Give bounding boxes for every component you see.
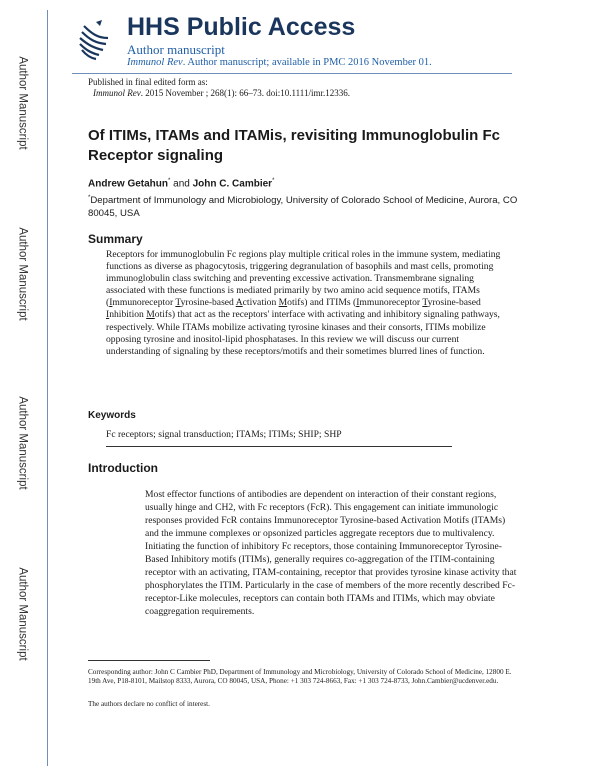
acronym-letter: T xyxy=(175,297,181,309)
author-line xyxy=(88,178,274,189)
author-and: and xyxy=(173,178,190,190)
side-tab-author-manuscript-2 xyxy=(0,214,46,334)
summary-text: otifs xyxy=(287,297,305,309)
affiliation xyxy=(88,192,518,220)
margin-rule xyxy=(47,10,48,766)
side-tab-author-manuscript-3 xyxy=(0,383,46,503)
introduction-paragraph: Most effector functions of antibodies are dependent on interaction of their constant regions, usually hinge and CH2, with Fc receptors (FcR). This engagement can initiate immunologic responses provided FcR contains Immunoreceptor Tyrosine-based Activation Motifs (ITAMs) and the immune complexes or opsonized particles aggregate receptors due to multivalency. Initiating the function of inhibitory Fc receptors, those containing Immunoreceptor Tyrosine-Based Inhibitory motifs (ITIMs), generally requires co-aggregation of the ITIM-containing receptor with an activating, ITAM-containing, receptor that provides tyrosine kinase activity that phosphorylates the ITIM. Particularly in the case of members of the more recently described Fc-receptor-Like molecules, receptors can contain both ITAMs and ITIMs, which may obviate coaggregation requirements. xyxy=(145,489,517,617)
header-journal: Immunol Rev xyxy=(127,57,183,68)
acronym-letter: M xyxy=(278,297,288,309)
side-tab-author-manuscript-1 xyxy=(0,43,46,163)
side-tab-label: Author Manuscript xyxy=(17,396,30,490)
footnote-divider xyxy=(88,660,210,661)
header-availability xyxy=(127,57,432,68)
side-tab-label: Author Manuscript xyxy=(17,56,30,150)
summary-text: ) that act as the receptors' interface with activating and inhibitory signaling pathways, respectively. While ITAMs mobilize activating tyrosine kinases and their consorts, ITIMs mobilize opposing tyrosine and inositol-lipid phosphatases. In this review we will discuss our current understanding of signaling by these receptors/motifs and their sometimes blurred lines of function. xyxy=(106,309,500,357)
introduction-heading: Introduction xyxy=(88,461,158,475)
header-divider xyxy=(72,73,512,74)
keywords-divider xyxy=(106,446,452,447)
side-tab-author-manuscript-4 xyxy=(0,554,46,674)
acronym-letter: I xyxy=(356,297,360,309)
summary-text: mmunoreceptor xyxy=(359,297,423,309)
header-availability-text: . Author manuscript; available in PMC 2016 November 01. xyxy=(182,57,432,68)
keywords-list: Fc receptors; signal transduction; ITAMs; ITIMs; SHIP; SHP xyxy=(106,429,342,440)
corresponding-author-footnote: Corresponding author: John C Cambier PhD, Department of Immunology and Microbiology, University of Colorado School of Medicine, 12800 E. 19th Ave, P18-8101, Mailstop 8333, Aurora, CO 80045, USA, Phone: +1 303 724-8663, Fax: +1 303 724-8733, John.Cambier@ucdenver.edu. xyxy=(88,668,512,686)
citation-details: . 2015 November ; 268(1): 66–73. doi:10.1111/imr.12336. xyxy=(140,88,350,98)
header-title: HHS Public Access xyxy=(127,13,356,41)
summary-text: mmunoreceptor xyxy=(112,297,176,309)
citation xyxy=(93,88,350,98)
acronym-letter: M xyxy=(146,309,155,321)
acronym-letter: I xyxy=(109,297,113,309)
author-cambier: John C. Cambier xyxy=(192,178,273,190)
summary-heading: Summary xyxy=(88,232,143,246)
summary-text: nhibition xyxy=(109,309,147,321)
affiliation-text: Department of Immunology and Microbiology, University of Colorado School of Medicine, Aurora, CO 80045, USA xyxy=(88,195,518,220)
summary-text: yrosine-based xyxy=(180,297,236,309)
summary-text: ) and ITIMs ( xyxy=(304,297,357,309)
article-title: Of ITIMs, ITAMs and ITAMis, revisiting Immunoglobulin Fc Receptor signaling xyxy=(88,127,500,164)
summary-text: ctivation xyxy=(242,297,279,309)
keywords-heading: Keywords xyxy=(88,410,136,421)
side-tab-label: Author Manuscript xyxy=(17,567,30,661)
author-mark: * xyxy=(272,178,275,184)
summary-paragraph xyxy=(106,249,512,358)
acronym-letter: T xyxy=(422,297,428,309)
summary-text: Receptors for immunoglobulin Fc regions play multiple critical roles in the immune system, mediating functions as diverse as phagocytosis, triggering degranulation of basophils and mast cells, promoting immunoglobulin class switching and preventing excessive activation. Transmembrane signaling associated with these functions is mediated primarily by two amino acid sequence motifs, ITAMs ( xyxy=(106,249,501,309)
author-getahun: Andrew Getahun xyxy=(88,178,169,190)
summary-text: otifs xyxy=(154,309,172,321)
header-subtitle: Author manuscript xyxy=(127,42,225,57)
hhs-eagle-logo-icon xyxy=(72,16,112,62)
affiliation-mark: * xyxy=(88,195,91,201)
side-tab-label: Author Manuscript xyxy=(17,227,30,321)
conflict-footnote: The authors declare no conflict of interest. xyxy=(88,700,210,708)
summary-text: yrosine-based xyxy=(427,297,481,309)
citation-journal: Immunol Rev xyxy=(93,88,141,98)
acronym-letter: I xyxy=(106,309,110,321)
acronym-letter: A xyxy=(235,297,243,309)
author-mark: * xyxy=(168,178,171,184)
published-label: Published in final edited form as: xyxy=(88,77,208,87)
